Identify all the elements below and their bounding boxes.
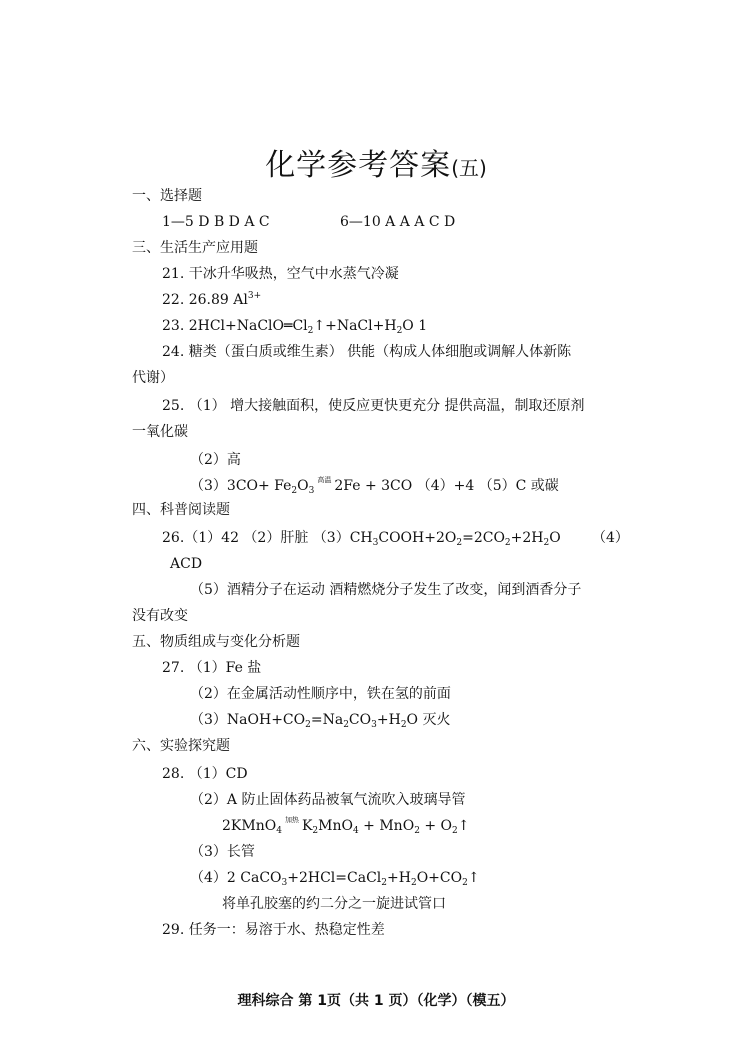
answer-1-5: 1—5 D B D A C xyxy=(162,214,270,230)
page-title xyxy=(0,140,752,184)
answer-26-part5-line2: 没有改变 xyxy=(132,608,188,624)
answer-28-part4-line2: 将单孔胶塞的约二分之一旋进试管口 xyxy=(222,896,446,912)
section-heading-analysis: 五、物质组成与变化分析题 xyxy=(132,634,300,650)
answer-26-part5-line1: （5）酒精分子在运动 酒精燃烧分子发生了改变，闻到酒香分子 xyxy=(190,582,582,598)
answer-26-line1: 26.（1）42 （2）肝脏 $(3)CH_3COOH+2O_2=2CO_2+2H_2O$ xyxy=(162,530,561,548)
answer-28-equation: 2KMnO$_4^{加热}$ $K_2MnO_4 + MnO_2$ + $O_2↑$ xyxy=(222,816,470,836)
answer-25-part2: （2）高 xyxy=(190,452,241,468)
answer-27-part2: （2）在金属活动性顺序中，铁在氢的前面 xyxy=(190,686,451,702)
answer-23: 23. $2HCl+NaClO═Cl_2↑+NaCl+H_2O$ 1 xyxy=(162,318,428,336)
answer-21: 21. 干冰升华吸热，空气中水蒸气冷凝 xyxy=(162,266,399,282)
section-heading-experiment: 六、实验探究题 xyxy=(132,738,230,754)
answer-25-line2: 一氧化碳 xyxy=(132,424,188,440)
answer-28-part1: 28. （1）CD xyxy=(162,766,248,782)
title-main: 化学参考答案 xyxy=(265,148,452,183)
answer-24-line2: 代谢） xyxy=(132,370,174,386)
answer-26-line2: ACD xyxy=(170,556,203,572)
answer-28-part3: （3）长管 xyxy=(190,844,255,860)
section-heading-reading: 四、科普阅读题 xyxy=(132,502,230,518)
section-heading-application: 三、生活生产应用题 xyxy=(132,240,258,256)
section-heading-choice: 一、选择题 xyxy=(132,188,202,204)
answer-28-part4: （4）2 $CaCO_3+2HCl=CaCl_2+H_2O+CO_2↑$ xyxy=(190,870,480,888)
answer-25-part3: $(3)3CO+ Fe_2O_3^{高温}$ 2Fe + 3CO （4）+4 （5）C 或碳 xyxy=(190,476,559,496)
answer-26-part4-label: （4） xyxy=(592,530,629,546)
condition-heat: 加热 xyxy=(284,816,299,824)
answer-24-line1: 24. 糖类（蛋白质或维生素） 供能（构成人体细胞或调解人体新陈 xyxy=(162,344,572,360)
condition-high-temp: 高温 xyxy=(317,476,332,484)
title-sub: (五) xyxy=(451,156,487,180)
answer-22: 22. 26.89 $Al^{3+}$ xyxy=(162,291,262,308)
answer-28-part2: （2）A 防止固体药品被氧气流吹入玻璃导管 xyxy=(190,792,466,808)
answer-6-10: 6—10 A A A C D xyxy=(340,214,456,230)
answer-25-line1: 25. （1） 增大接触面积，使反应更快更充分 提供高温，制取还原剂 xyxy=(162,398,585,414)
answer-29: 29. 任务一：易溶于水、热稳定性差 xyxy=(162,922,385,938)
answer-27-part1: 27. （1）Fe 盐 xyxy=(162,660,262,676)
answer-27-part3: $(3)NaOH+CO_2=Na_2CO_3+H_2O$ 灭火 xyxy=(190,712,451,730)
page-footer: 理科综合 第 1页（共 1 页）（化学）（模五） xyxy=(237,993,515,1009)
